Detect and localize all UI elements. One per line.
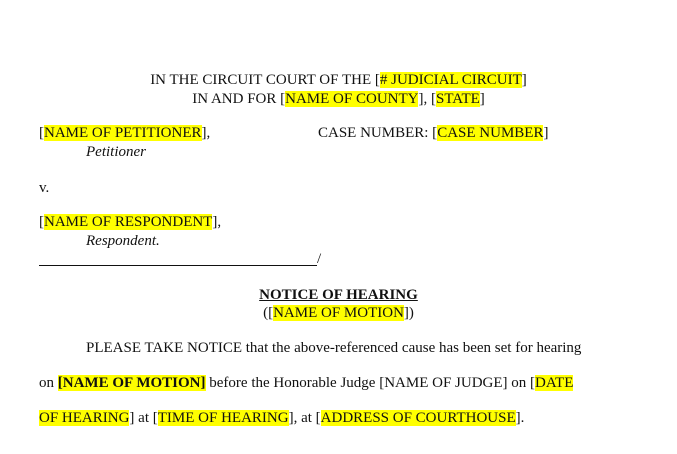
body-at: ] at [ — [129, 410, 158, 426]
petitioner-line — [39, 124, 210, 142]
county-prefix: IN AND FOR [ — [192, 91, 286, 107]
motion-field: NAME OF MOTION — [273, 305, 404, 321]
case-number-line — [318, 124, 548, 142]
subtitle-close: ]) — [403, 305, 414, 321]
court-caption-line — [0, 71, 677, 89]
case-number-field: CASE NUMBER — [437, 125, 544, 141]
caption-divider-slash: / — [317, 251, 322, 267]
case-number-close: ] — [543, 125, 549, 141]
subtitle-open: ([ — [263, 305, 274, 321]
body-on: on — [39, 375, 58, 391]
notice-body-line-2 — [39, 374, 573, 392]
court-suffix: ] — [521, 72, 527, 88]
respondent-field: NAME OF RESPONDENT — [44, 214, 213, 230]
notice-body-line-1: PLEASE TAKE NOTICE that the above-referenced cause has been set for hearing — [86, 340, 582, 356]
case-number-label: CASE NUMBER: [ — [318, 125, 438, 141]
body-motion-field: [NAME OF MOTION] — [57, 375, 206, 391]
respondent-open: [ — [39, 214, 44, 230]
judicial-circuit-field: # JUDICIAL CIRCUIT — [379, 72, 522, 88]
body-end: ]. — [515, 410, 525, 426]
hearing-date-field-end: OF HEARING — [39, 410, 130, 426]
notice-subtitle-line — [0, 304, 677, 322]
county-field: NAME OF COUNTY — [285, 91, 419, 107]
county-caption-line — [0, 90, 677, 108]
hearing-date-field-start: DATE — [535, 375, 574, 391]
notice-body-line-3 — [39, 409, 524, 427]
petitioner-field: NAME OF PETITIONER — [44, 125, 202, 141]
courthouse-address-field: ADDRESS OF COURTHOUSE — [320, 410, 516, 426]
body-at-address: ], at [ — [288, 410, 321, 426]
versus-label: v. — [39, 180, 50, 196]
respondent-role: Respondent. — [86, 233, 160, 249]
hearing-time-field: TIME OF HEARING — [157, 410, 289, 426]
notice-title-line — [0, 286, 677, 304]
respondent-line — [39, 213, 221, 231]
court-prefix: IN THE CIRCUIT COURT OF THE [ — [150, 72, 380, 88]
petitioner-close: ], — [201, 125, 211, 141]
petitioner-open: [ — [39, 125, 44, 141]
body-judge-text: before the Honorable Judge [NAME OF JUDGE] on [ — [205, 375, 536, 391]
caption-divider-line — [39, 265, 317, 266]
state-field: STATE — [435, 91, 480, 107]
notice-title: NOTICE OF HEARING — [259, 287, 418, 303]
petitioner-role: Petitioner — [86, 144, 146, 160]
county-suffix: ] — [479, 91, 485, 107]
county-mid: ], [ — [418, 91, 436, 107]
respondent-close: ], — [212, 214, 222, 230]
